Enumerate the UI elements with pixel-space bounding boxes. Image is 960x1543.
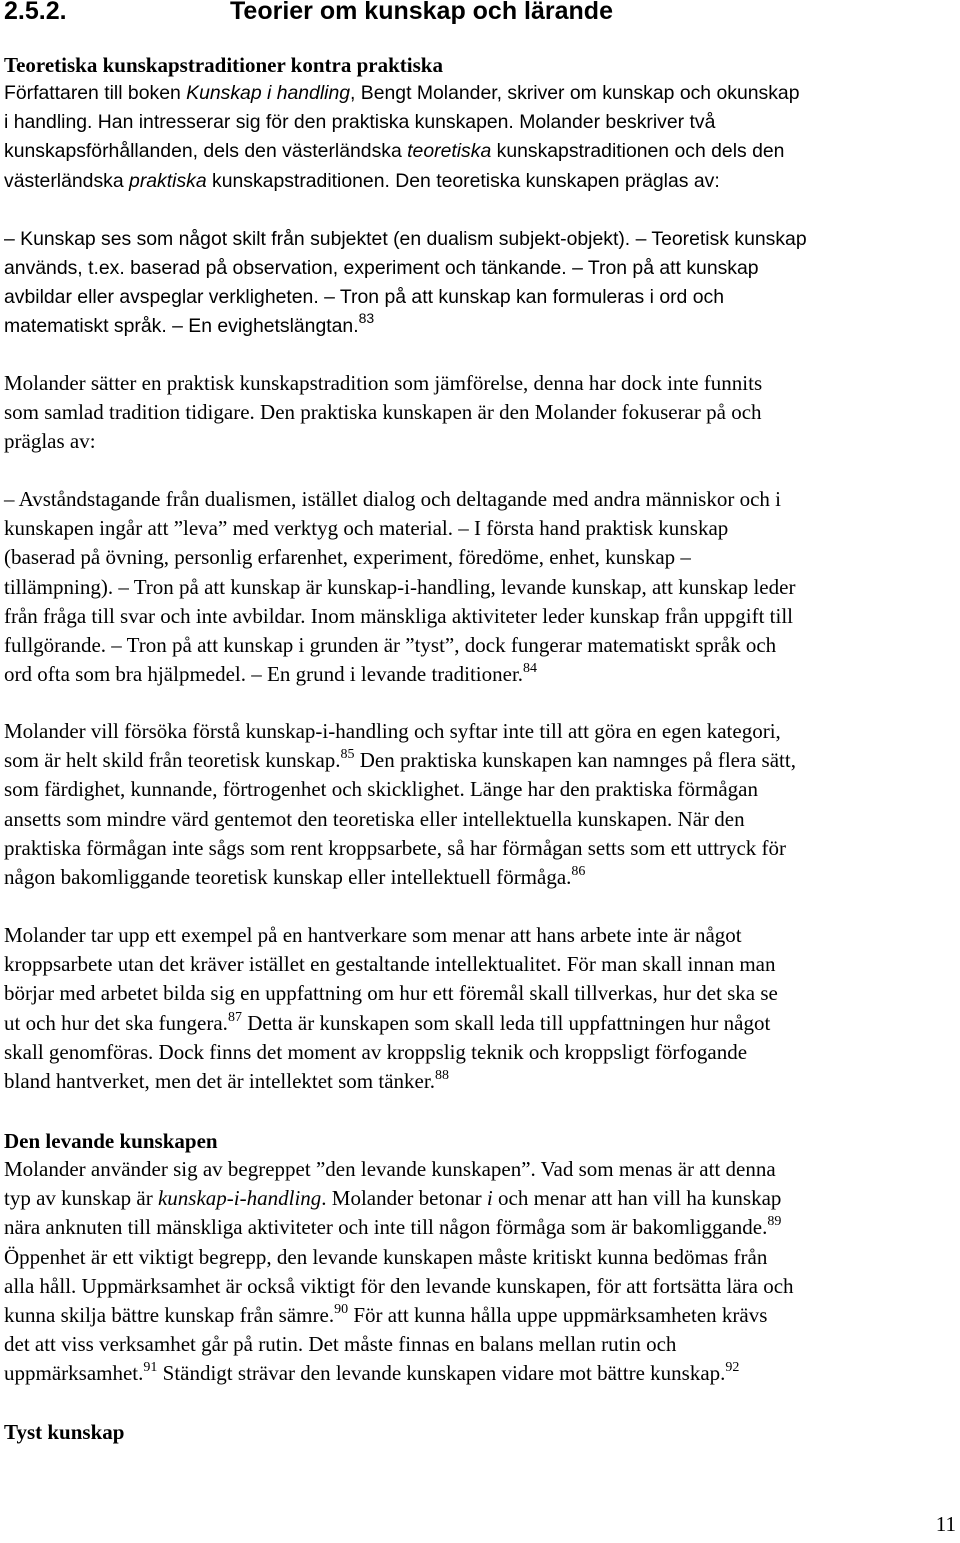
text-line: praktiska förmågan inte sågs som rent kroppsarbete, så har förmågan setts som ett uttryck för xyxy=(4,835,787,860)
text-line: någon bakomliggande teoretisk kunskap eller intellektuell förmåga.$^{86}$ xyxy=(4,864,586,890)
text-line: kroppsarbete utan det kräver istället en gestaltande intellektualitet. För man skall innan man xyxy=(4,952,776,977)
footnote-ref: 83 xyxy=(358,310,375,326)
text-line: som är helt skild från teoretisk kunskap.$^{85}$ Den praktiska kunskapen kan namnges på flera sätt, xyxy=(4,747,796,773)
footnote-ref: 92 xyxy=(725,1360,740,1376)
section-heading xyxy=(4,0,613,28)
footnote-ref: 90 xyxy=(334,1302,349,1318)
text-line: västerländska praktiska kunskapstraditionen. Den teoretiska kunskapen präglas av: xyxy=(4,169,720,192)
footnote-ref: 86 xyxy=(571,864,586,880)
text-line: Öppenhet är ett viktigt begrepp, den levande kunskapen måste kritiskt kunna bedömas från xyxy=(4,1244,768,1269)
text-line: som samlad tradition tidigare. Den praktiska kunskapen är den Molander fokuserar på och xyxy=(4,400,762,425)
list-item: avbildar eller avspeglar verkligheten. – Tron på att kunskap kan formuleras i ord och xyxy=(4,286,724,308)
text-line: Molander använder sig av begreppet ”den levande kunskapen”. Vad som menas är att denna xyxy=(4,1157,776,1181)
text-line: kunna skilja bättre kunskap från sämre.$^{90}$ För att kunna hålla uppe uppmärksamheten krävs xyxy=(4,1302,768,1328)
text-line: ut och hur det ska fungera.$^{87}$ Detta är kunskapen som skall leda till uppfattningen hur något xyxy=(4,1009,771,1035)
list-item: tillämpning). – Tron på att kunskap är kunskap-i-handling, levande kunskap, att kunskap leder xyxy=(4,574,796,599)
craftsman-paragraph xyxy=(4,921,960,1096)
section-title: Teorier om kunskap och lärande xyxy=(230,0,613,25)
footnote-ref: 91 xyxy=(143,1360,158,1376)
subheading-theoretical: Teoretiska kunskapstraditioner kontra praktiska xyxy=(4,53,443,77)
intro-paragraph xyxy=(4,79,960,196)
list-item: används, t.ex. baserad på observation, experiment och tänkande. – Tron på att kunskap xyxy=(4,257,759,279)
list-item: (baserad på övning, personlig erfarenhet, experiment, föredöme, enhet, kunskap – xyxy=(4,545,691,570)
footnote-ref: 89 xyxy=(767,1214,782,1230)
text-line: börjar med arbetet bilda sig en uppfattning om hur ett föremål skall tillverkas, hur det ska se xyxy=(4,981,778,1006)
list-item: – Kunskap ses som något skilt från subjektet (en dualism subjekt-objekt). – Teoretisk kunskap xyxy=(4,228,807,250)
list-item: – Avståndstagande från dualismen, istället dialog och deltagande med andra människor och i xyxy=(4,487,781,511)
text-line: kunskapsförhållanden, dels den västerländska teoretiska kunskapstraditionen och dels den xyxy=(4,140,785,163)
footnote-ref: 85 xyxy=(340,747,355,763)
list-item: matematiskt språk. – En evighetslängtan.$^{83}$ xyxy=(4,310,375,337)
text-line: bland hantverket, men det är intellektet som tänker.$^{88}$ xyxy=(4,1068,449,1094)
text-line: nära anknuten till mänskliga aktiviteter och inte till någon förmåga som är bakomliggande.$^{89}$ xyxy=(4,1214,782,1240)
living-paragraph xyxy=(4,1155,960,1389)
text-line: i handling. Han intresserar sig för den praktiska kunskapen. Molander beskriver två xyxy=(4,111,716,134)
text-line: Molander sätter en praktisk kunskapstradition som jämförelse, denna har dock inte funnits xyxy=(4,371,763,395)
text-line: uppmärksamhet.$^{91}$ Ständigt strävar den levande kunskapen vidare mot bättre kunskap.$^{92}$ xyxy=(4,1360,740,1386)
list-item: fullgörande. – Tron på att kunskap i grunden är ”tyst”, dock fungerar matematiskt språk och xyxy=(4,633,777,658)
list-item: kunskapen ingår att ”leva” med verktyg och material. – I första hand praktisk kunskap xyxy=(4,516,729,541)
text-line: Molander tar upp ett exempel på en hantverkare som menar att hans arbete inte är något xyxy=(4,923,742,947)
footnote-ref: 88 xyxy=(434,1068,449,1084)
text-line: präglas av: xyxy=(4,429,96,454)
list-item: från fråga till svar och inte avbildar. Inom mänskliga aktiviteter leder kunskap från uppgift till xyxy=(4,603,794,628)
subheading-living: Den levande kunskapen xyxy=(4,1129,218,1153)
page-number: 11 xyxy=(935,1512,956,1536)
subheading-tacit: Tyst kunskap xyxy=(4,1420,125,1444)
list-item: ord ofta som bra hjälpmedel. – En grund i levande traditioner.$^{84}$ xyxy=(4,661,538,687)
text-line: Författaren till boken Kunskap i handling, Bengt Molander, skriver om kunskap och okunskap xyxy=(4,82,800,104)
text-line: det att viss verksamhet går på rutin. Det måste finnas en balans mellan rutin och xyxy=(4,1332,677,1357)
text-line: alla håll. Uppmärksamhet är också viktigt för den levande kunskapen, för att fortsätta lära och xyxy=(4,1273,794,1298)
text-line: skall genomföras. Dock finns det moment av kroppslig teknik och kroppsligt förfogande xyxy=(4,1039,748,1064)
section-number: 2.5.2. xyxy=(4,0,67,25)
text-line: typ av kunskap är kunskap-i-handling. Molander betonar i och menar att han vill ha kunskap xyxy=(4,1186,782,1211)
text-line: ansetts som mindre värd gentemot den teoretiska eller intellektuella kunskapen. När den xyxy=(4,806,745,831)
practice-list xyxy=(4,485,960,689)
footnote-ref: 87 xyxy=(227,1009,242,1025)
text-line: som färdighet, kunnande, förtrogenhet och skicklighet. Länge har den praktiska förmågan xyxy=(4,777,759,802)
footnote-ref: 84 xyxy=(523,661,538,677)
practice-intro-paragraph xyxy=(4,369,960,457)
category-paragraph xyxy=(4,717,960,892)
theory-list xyxy=(4,225,960,341)
text-line: Molander vill försöka förstå kunskap-i-handling och syftar inte till att göra en egen kategori, xyxy=(4,719,781,743)
